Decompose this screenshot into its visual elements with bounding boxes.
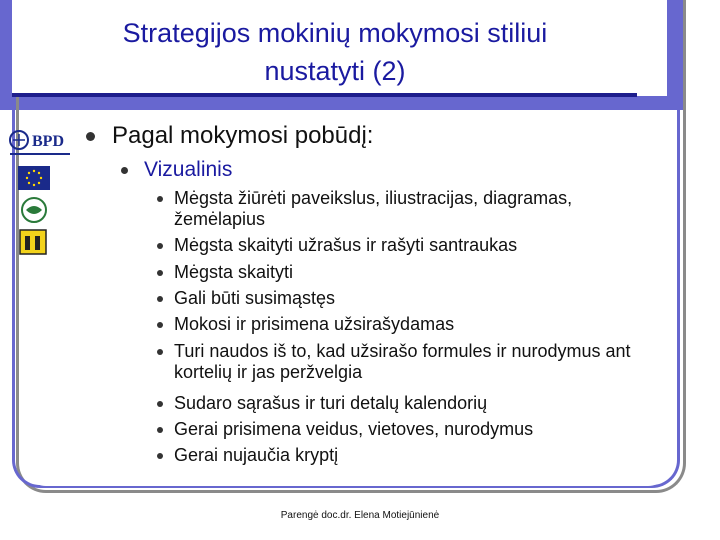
list-item: Sudaro sąrašus ir turi detalų kalendorių [174,393,488,413]
title-divider [12,93,637,97]
eu-flag-icon [18,166,50,190]
bpd-logo-text: BPD [32,133,64,150]
list-item: Mėgsta skaityti užrašus ir rašyti santraukas [174,235,518,255]
slide-title [20,14,650,90]
list-item-bullet [157,453,163,459]
list-item: Mokosi ir prisimena užsirašydamas [174,314,455,334]
list-item-bullet [157,427,163,433]
list-item-bullet [157,270,163,276]
list-item: Mėgsta skaityti [174,262,294,282]
list-item-bullet [157,196,163,202]
list-item-bullet [157,401,163,407]
logo-column [8,126,73,256]
list-item: Gali būti susimąstęs [174,288,336,308]
list-item: Gerai prisimena veidus, vietoves, nurodymus [174,419,534,439]
round-emblem-icon [20,196,48,224]
list-item: Gerai nujaučia kryptį [174,445,339,465]
footer-credit: Parengė doc.dr. Elena Motiejūnienė [280,510,440,521]
bpd-logo-icon [8,128,73,160]
list-item-bullet [157,243,163,249]
list-item: Turi naudos iš to, kad užsirašo formules ir nurodymus ant kortelių ir jas peržvelgia [174,341,631,382]
level1-heading: Pagal mokymosi pobūdį: [112,122,374,149]
level1-bullet [86,132,95,141]
list-item-bullet [157,349,163,355]
title-line-1: Strategijos mokinių mokymosi stiliui [122,18,548,48]
level2-heading: Vizualinis [144,158,233,181]
school-sign-icon [18,228,48,256]
title-line-2: nustatyti (2) [264,56,406,86]
list-item: Mėgsta žiūrėti paveikslus, iliustracijas, diagramas, žemėlapius [174,188,573,229]
list-item-bullet [157,322,163,328]
list-item-bullet [157,296,163,302]
level2-bullet [121,167,128,174]
